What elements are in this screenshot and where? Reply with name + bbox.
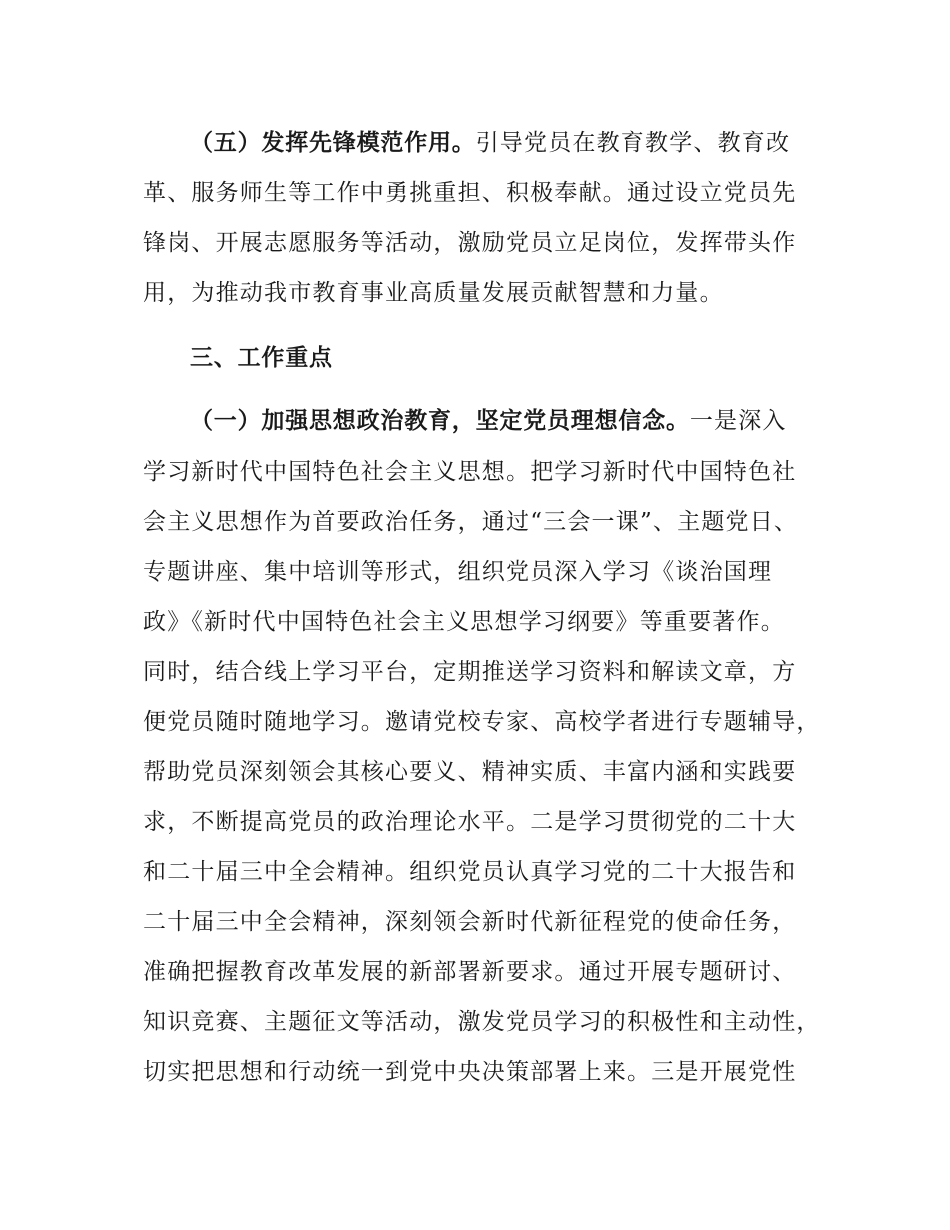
paragraph-line [190, 406, 870, 436]
paragraph-line: 求，不断提高党员的政治理论水平。二是学习贯彻党的二十大 [143, 809, 797, 835]
paragraph-line: 知识竞赛、主题征文等活动，激发党员学习的积极性和主动性， [143, 1009, 821, 1035]
paragraph-line: 政》《新时代中国特色社会主义思想学习纲要》等重要著作。 [143, 609, 785, 635]
paragraph-line: 和二十届三中全会精神。组织党员认真学习党的二十大报告和 [143, 859, 797, 885]
paragraph-line: 用，为推动我市教育事业高质量发展贡献智慧和力量。 [143, 280, 724, 306]
paragraph-line: 学习新时代中国特色社会主义思想。把学习新时代中国特色社 [143, 459, 797, 485]
paragraph-line: 锋岗、开展志愿服务等活动，激励党员立足岗位，发挥带头作 [143, 230, 797, 256]
section-heading-part3: 三、工作重点 [190, 345, 333, 371]
paragraph-text: 一是深入 [689, 408, 787, 434]
section-heading-item1: （一）加强思想政治教育，坚定党员理想信念。 [190, 408, 690, 434]
paragraph-line: 同时，结合线上学习平台，定期推送学习资料和解读文章，方 [143, 659, 797, 685]
section-heading-item5: （五）发挥先锋模范作用。 [190, 130, 476, 156]
paragraph-line [190, 128, 870, 158]
paragraph-line: 准确把握教育改革发展的新部署新要求。通过开展专题研讨、 [143, 959, 797, 985]
paragraph-line: 便党员随时随地学习。邀请党校专家、高校学者进行专题辅导， [143, 709, 821, 735]
paragraph-line: 切实把思想和行动统一到党中央决策部署上来。三是开展党性 [143, 1059, 797, 1085]
paragraph-text: 引导党员在教育教学、教育改 [475, 130, 791, 156]
paragraph-line: 革、服务师生等工作中勇挑重担、积极奉献。通过设立党员先 [143, 180, 797, 206]
paragraph-line: 二十届三中全会精神，深刻领会新时代新征程党的使命任务， [143, 909, 797, 935]
paragraph-line: 帮助党员深刻领会其核心要义、精神实质、丰富内涵和实践要 [143, 759, 797, 785]
paragraph-line: 专题讲座、集中培训等形式，组织党员深入学习《谈治国理 [143, 559, 773, 585]
paragraph-line: 会主义思想作为首要政治任务，通过“三会一课”、主题党日、 [143, 509, 799, 535]
